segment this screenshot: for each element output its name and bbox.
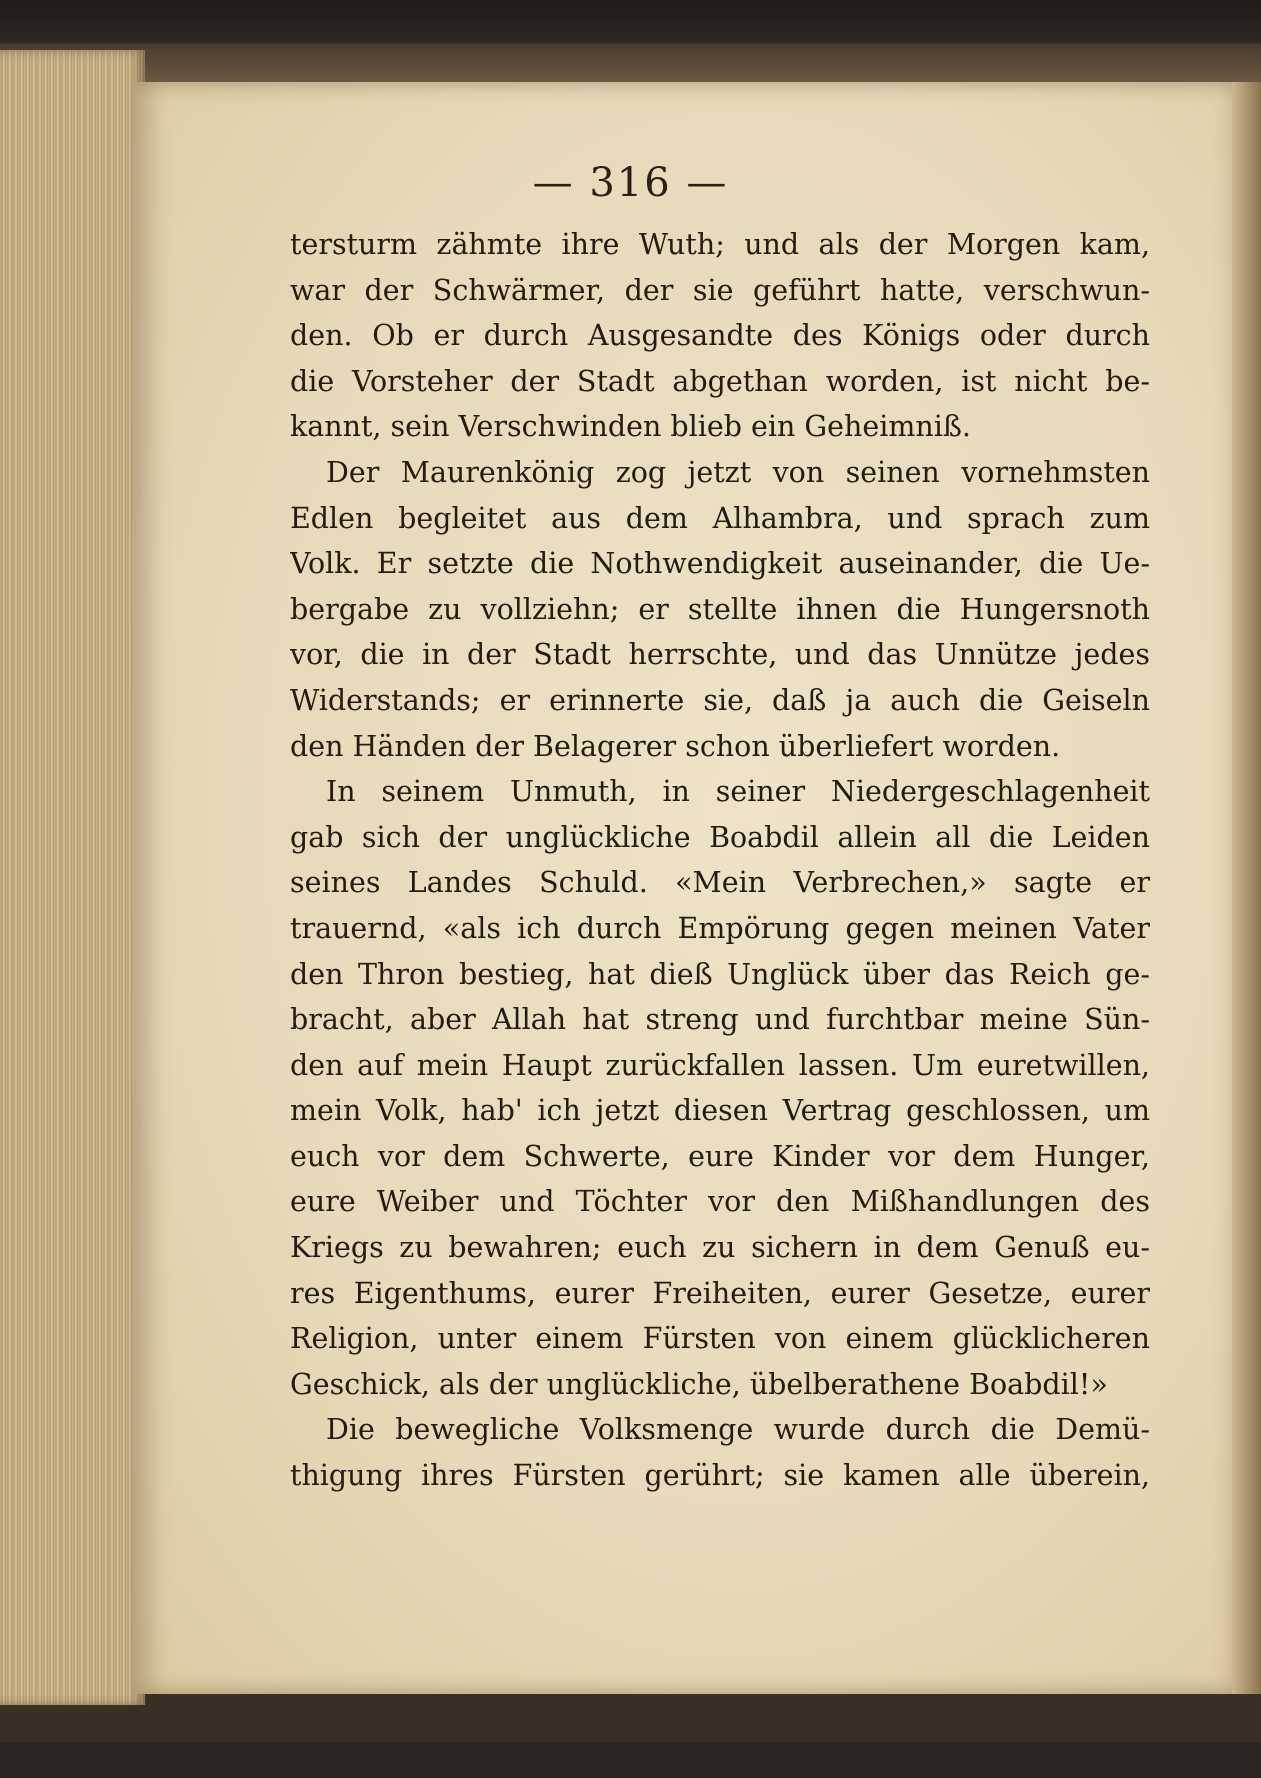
text-line: vor, die in der Stadt herrschte, und das Unnütze jedes — [290, 638, 1150, 672]
background-top — [0, 0, 1261, 48]
text-line: gab sich der unglückliche Boabdil allein all die Leiden — [290, 820, 1150, 854]
text-line: den Thron bestieg, hat dieß Unglück über das Reich ge- — [290, 957, 1150, 991]
book-cover-edge — [0, 44, 1261, 84]
text-line: Volk. Er setzte die Nothwendigkeit auseinander, die Ue- — [290, 547, 1150, 581]
text-line: Geschick, als der unglückliche, übelberathene Boabdil!» — [290, 1367, 1108, 1401]
text-line: eure Weiber und Töchter vor den Mißhandlungen des — [290, 1185, 1150, 1219]
text-line: seines Landes Schuld. «Mein Verbrechen,» sagte er — [290, 866, 1150, 900]
text-line: Edlen begleitet aus dem Alhambra, und sprach zum — [290, 501, 1150, 535]
text-line: den auf mein Haupt zurückfallen lassen. Um euretwillen, — [290, 1048, 1150, 1082]
text-line: bergabe zu vollziehn; er stellte ihnen die Hungersnoth — [290, 592, 1150, 626]
text-line: kannt, sein Verschwinden blieb ein Geheimniß. — [290, 410, 971, 444]
text-line: euch vor dem Schwerte, eure Kinder vor dem Hunger, — [290, 1139, 1150, 1173]
text-line: die Vorsteher der Stadt abgethan worden, ist nicht be- — [290, 364, 1150, 398]
text-line: trauernd, «als ich durch Empörung gegen meinen Vater — [290, 911, 1150, 945]
text-line: Die bewegliche Volksmenge wurde durch die Demü- — [326, 1413, 1150, 1447]
page-stack-edge — [0, 50, 145, 1705]
text-line: bracht, aber Allah hat streng und furchtbar meine Sün- — [290, 1003, 1150, 1037]
page-number: — 316 — — [532, 160, 729, 206]
text-line: Kriegs zu bewahren; euch zu sichern in dem Genuß eu- — [290, 1231, 1150, 1265]
text-line: Religion, unter einem Fürsten von einem glücklicheren — [290, 1322, 1150, 1356]
text-line: Widerstands; er erinnerte sie, daß ja auch die Geiseln — [290, 683, 1150, 717]
page-right-edge — [1232, 82, 1261, 1694]
page-text — [290, 222, 1150, 1499]
text-line: tersturm zähmte ihre Wuth; und als der Morgen kam, — [290, 228, 1150, 261]
text-line: Der Maurenkönig zog jetzt von seinen vornehmsten — [326, 455, 1150, 489]
text-line: mein Volk, hab' ich jetzt diesen Vertrag geschlossen, um — [290, 1094, 1150, 1128]
text-line: res Eigenthums, eurer Freiheiten, eurer Gesetze, eurer — [290, 1276, 1150, 1310]
text-line: thigung ihres Fürsten gerührt; sie kamen alle überein, — [290, 1459, 1150, 1493]
text-line: war der Schwärmer, der sie geführt hatte, verschwun- — [290, 273, 1150, 307]
text-line: den Händen der Belagerer schon überliefert worden. — [290, 729, 1061, 763]
text-line: den. Ob er durch Ausgesandte des Königs oder durch — [290, 319, 1150, 353]
text-line: In seinem Unmuth, in seiner Niedergeschlagenheit — [326, 775, 1150, 809]
